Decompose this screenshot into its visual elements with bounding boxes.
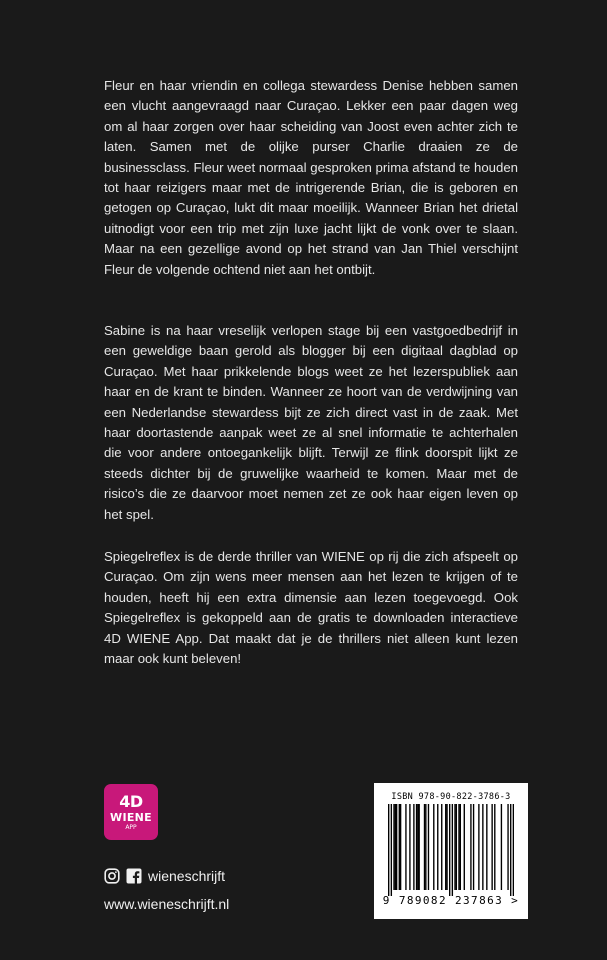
barcode-bar [486,804,487,890]
ean-barcode [388,804,514,896]
barcode-bar [416,804,417,890]
isbn-label: ISBN 978-90-822-3786-3 [391,792,511,802]
social-handle: wieneschrijft [148,868,226,884]
barcode-bar [458,804,459,890]
barcode-bar [452,804,453,896]
barcode-bar [478,804,479,890]
barcode-panel [374,783,528,919]
barcode-bar [470,804,471,890]
barcode-bar [413,804,414,890]
app-logo-4d: 4D [119,791,143,811]
barcode-bar [501,804,502,890]
barcode-digits: 9 789082 237863 > [382,894,520,907]
barcode-bar [473,804,474,890]
barcode-bar [494,804,495,890]
barcode-bar [400,804,401,890]
barcode-bar [513,804,514,896]
barcode-bar [391,804,392,896]
barcode-bar [454,804,455,890]
barcode-bar [446,804,447,890]
barcode-bar [428,804,429,890]
barcode-bar [456,804,457,890]
wiene-app-logo [104,784,158,840]
barcode-bar [396,804,397,890]
barcode-bar [507,804,508,890]
barcode-bar [425,804,426,890]
barcode-bar [449,804,450,896]
barcode-bar [433,804,434,890]
blurb-paragraph-1: Fleur en haar vriendin en collega stewardess Denise hebben samen een vlucht aangevraagd naar Curaçao. Lekker een paar dagen weg om al haar zorgen over haar scheiding van Joost even achter zich te laten. Samen met de olijke purser Charlie draaien ze de businessclass. Fleur weet normaal gesproken prima afstand te houden tot haar reizigers maar met de intrigerende Brian, die is geboren en getogen op Curaçao, lukt dit maar moeilijk. Wanneer Brian het drietal uitnodigt voor een trip met zijn luxe jacht lijkt de vonk over te slaan. Maar na een gezellige avond op het strand van Jan Thiel verschijnt Fleur de volgende ochtend niet aan het ontbijt. [104,78,518,277]
barcode-bar [482,804,483,890]
barcode-bar [419,804,420,890]
barcode-bar [464,804,465,890]
barcode-bar [393,804,394,890]
website-url: www.wieneschrijft.nl [104,896,230,912]
barcode-bar [417,804,418,890]
barcode-bar [510,804,511,896]
barcode-bar [437,804,438,890]
barcode-bar [405,804,406,890]
app-logo-wiene: WIENE [110,810,152,824]
barcode-bar [424,804,425,890]
facebook-icon [126,868,142,884]
barcode-bar [441,804,442,890]
barcode-bar [491,804,492,890]
barcode-bar [388,804,389,896]
app-logo-app: APP [125,823,137,831]
blurb-paragraph-2: Sabine is na haar vreselijk verlopen stage bij een vastgoedbedrijf in een geweldige baan gerold als blogger bij een digitaal dagblad op Curaçao. Met haar prikkelende blogs weet ze het lezerspubliek aan haar en de krant te binden. Wanneer ze hoort van de verdwijning van een Nederlandse stewardess bijt ze zich direct vast in de zaak. Met haar doortastende aanpak weet ze al snel informatie te achterhalen die voor andere ontoegankelijk blijft. Terwijl ze flink doorspit lijkt ze steeds dichter bij de gruwelijke waarheid te komen. Maar met de risico’s die ze daarvoor moet nemen zet ze ook haar eigen leven op het spel. [104,323,518,522]
blurb-paragraph-3: Spiegelreflex is de derde thriller van WIENE op rij die zich afspeelt op Curaçao. Om zijn wens meer mensen aan het lezen te krijgen of te houden, heeft hij een extra dimensie aan lezen toegevoegd. Ook Spiegelreflex is gekoppeld aan de gratis te downloaden interactieve 4D WIENE App. Dat maakt dat je de thrillers niet alleen kunt lezen maar ook kunt beleven! [104,549,518,667]
social-row [104,868,225,884]
barcode-bar [409,804,410,890]
instagram-icon [104,868,120,884]
barcode-bar [399,804,400,890]
barcode-bar [395,804,396,890]
barcode-bar [460,804,461,890]
barcode-bar [445,804,446,890]
